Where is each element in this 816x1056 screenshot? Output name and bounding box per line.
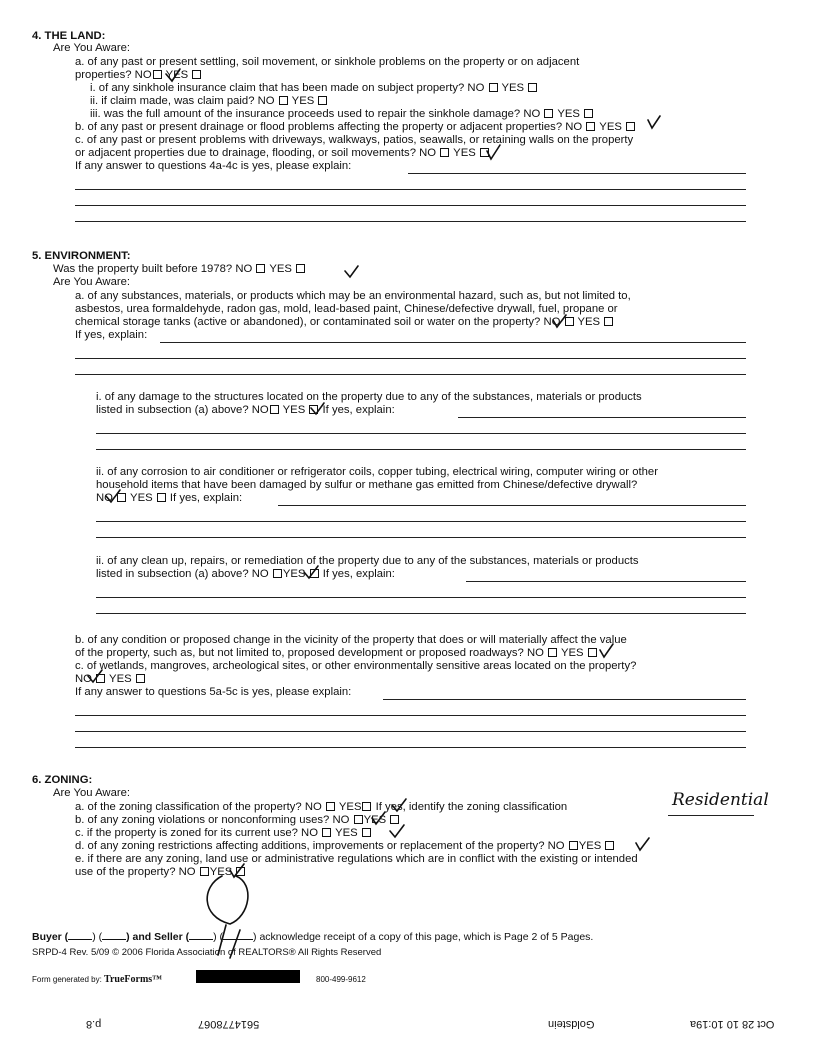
q5b-line2: of the property, such as, but not limited to, proposed development or proposed roadways? NO YES xyxy=(75,647,598,660)
q5a-explain-label: If yes, explain: xyxy=(75,329,148,341)
q6e-line2: use of the property? NO YES xyxy=(75,866,246,879)
q5a-ii-line1: ii. of any corrosion to air conditioner or refrigerator coils, copper tubing, electrical wiring, computer wiring or other xyxy=(96,466,658,478)
form-generator: Form generated by: TrueForms™ xyxy=(32,974,163,985)
q4b: b. of any past or present drainage or flood problems affecting the property or adjacent properties? NO YES xyxy=(75,121,636,134)
check-mark xyxy=(311,403,324,414)
check-mark xyxy=(553,315,566,327)
q5a-iii-line1: ii. of any clean up, repairs, or remediation of the property due to any of the substances, materials or products xyxy=(96,555,639,567)
q5a-i-line2: listed in subsection (a) above? NO YES If yes, explain: xyxy=(96,404,395,416)
q6c: c. if the property is zoned for its current use? NO YES xyxy=(75,827,372,840)
q5c-line2: NO YES xyxy=(75,673,146,686)
form-identifier: SRPD-4 Rev. 5/09 © 2006 Florida Association of REALTORS® All Rights Reserved xyxy=(32,947,382,958)
check-mark xyxy=(88,670,102,682)
check-mark xyxy=(636,838,649,850)
fax-number: 5614778067 xyxy=(198,1018,260,1030)
check-mark xyxy=(392,799,406,811)
check-mark xyxy=(230,864,244,877)
section-5-heading: 5. ENVIRONMENT: xyxy=(32,250,131,262)
q4a-iii: iii. was the full amount of the insurance proceeds used to repair the sinkhole damage? NO YES xyxy=(90,108,594,121)
q4a-line1: a. of any past or present settling, soil movement, or sinkhole problems on the property or on adjacent xyxy=(75,56,580,68)
q6b: b. of any zoning violations or nonconforming uses? NO YES xyxy=(75,814,400,827)
q5a-ii-line3: NO YES If yes, explain: xyxy=(96,492,243,504)
q6d: d. of any zoning restrictions affecting additions, improvements or replacement of the property? NO YES xyxy=(75,840,615,853)
q4a-i: i. of any sinkhole insurance claim that has been made on subject property? NO YES xyxy=(90,82,538,95)
check-mark xyxy=(648,116,660,128)
phone-number: 800-499-9612 xyxy=(316,975,366,984)
q6e-line1: e. if there are any zoning, land use or administrative regulations which are in conflict with the existing or intended xyxy=(75,853,638,865)
q4a-ii: ii. if claim made, was claim paid? NO YES xyxy=(90,95,328,108)
section-6-heading: 6. ZONING: xyxy=(32,774,93,786)
q5b-line1: b. of any condition or proposed change in the vicinity of the property that does or will materially affect the value xyxy=(75,634,627,646)
q4c-line2: or adjacent properties due to drainage, flooding, or soil movements? NO YES xyxy=(75,147,490,160)
q5-explain-label: If any answer to questions 5a-5c is yes, please explain: xyxy=(75,686,352,698)
check-mark xyxy=(372,812,385,824)
check-mark xyxy=(166,69,180,81)
fax-page: p.8 xyxy=(86,1018,102,1030)
fax-datetime: Oct 28 10 10:19a xyxy=(690,1018,775,1030)
q5a-i-line1: i. of any damage to the structures located on the property due to any of the substances, materials or products xyxy=(96,391,642,403)
q6a: a. of the zoning classification of the property? NO YES If yes, identify the zoning classification xyxy=(75,801,568,813)
q5a-line1: a. of any substances, materials, or products which may be an environmental hazard, such as, but not limited to, xyxy=(75,290,631,302)
check-mark xyxy=(345,266,358,277)
check-mark xyxy=(304,566,318,578)
section-6-aware: Are You Aware: xyxy=(53,787,131,799)
check-mark xyxy=(390,825,404,837)
q5a-ii-line2: household items that have been damaged by sulfur or methane gas emitted from Chinese/defective drywall? xyxy=(96,479,638,491)
q5-built-1978: Was the property built before 1978? NO YES xyxy=(53,263,306,276)
q5c-line1: c. of wetlands, mangroves, archeological sites, or other environmentally sensitive areas located on the property? xyxy=(75,660,637,672)
zoning-classification-handwriting: Residential xyxy=(672,790,769,810)
seller-initials-scribble xyxy=(207,876,248,958)
section-4-heading: 4. THE LAND: xyxy=(32,30,106,42)
section-5-aware: Are You Aware: xyxy=(53,276,131,288)
check-mark xyxy=(106,490,120,502)
q4-explain-label: If any answer to questions 4a-4c is yes, please explain: xyxy=(75,160,352,172)
section-4-aware: Are You Aware: xyxy=(53,42,131,54)
check-mark xyxy=(487,145,500,159)
check-mark xyxy=(600,644,613,657)
q5a-line3: chemical storage tanks (active or abandoned), or contaminated soil or water on the property? NO YES xyxy=(75,316,614,329)
q4a-line2: properties? NO YES xyxy=(75,69,202,82)
fax-sender: Goldstein xyxy=(548,1018,595,1030)
q5a-iii-line2: listed in subsection (a) above? NO YES If yes, explain: xyxy=(96,568,395,580)
acknowledgement-line: Buyer ( ) ( ) and Seller ( ) ( ) acknowledge receipt of a copy of this page, which is Page 2 of 5 Pages. xyxy=(32,931,594,943)
q5a-line2: asbestos, urea formaldehyde, radon gas, mold, lead-based paint, Chinese/defective drywall, fuel, propane or xyxy=(75,303,618,315)
q4c-line1: c. of any past or present problems with driveways, walkways, patios, seawalls, or retaining walls on the property xyxy=(75,134,634,146)
